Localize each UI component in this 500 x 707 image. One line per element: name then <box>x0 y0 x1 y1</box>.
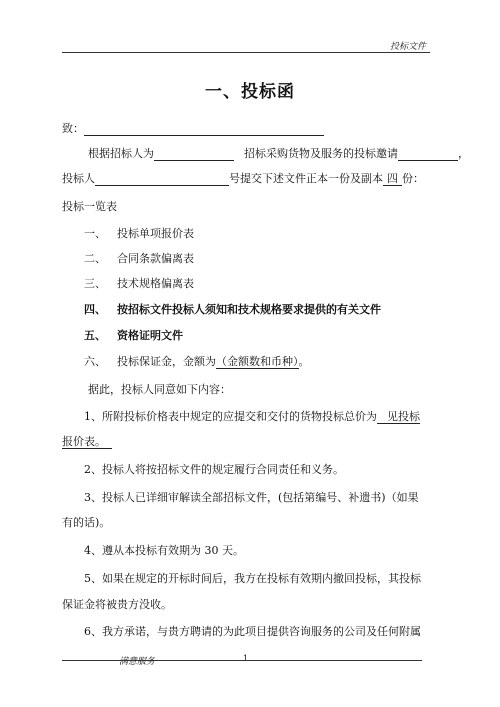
footer-text: 满意服务 <box>119 657 156 667</box>
bidder-blank <box>95 173 229 186</box>
list-item-5: 五、 资格证明文件 <box>84 329 183 342</box>
to-label: 致： <box>62 122 84 135</box>
list-item-6: 六、 投标保证金，金额为（金额数和币种）。 <box>84 355 310 368</box>
document-title: 一、投标函 <box>205 82 295 102</box>
list-item-2: 二、 合同条款偏离表 <box>84 252 194 265</box>
header-text: 投标文件 <box>389 42 426 52</box>
clause-3-cont: 有的话)。 <box>62 516 111 529</box>
list-item-3: 三、 技术规格偏离表 <box>84 277 194 290</box>
page-number: 1 <box>243 654 249 663</box>
clause-5-cont: 保证金将被贵方没收。 <box>62 598 172 611</box>
addressee-blank <box>84 123 324 136</box>
project-blank <box>154 148 234 161</box>
clause-1: 1、所附投标价格表中规定的应提交和交付的货物投标总价为 见投标 <box>84 410 420 423</box>
clause-5: 5、如果在规定的开标时间后，我方在投标有效期内撤回投标，其投标 <box>84 572 421 585</box>
intro-line-2: 投标人 号提交下述文件正本一份及副本 四 份： <box>62 172 424 185</box>
header-rule <box>62 52 430 53</box>
addressee-line <box>62 122 324 136</box>
list-item-4: 四、 按招标文件投标人须知和技术规格要求提供的有关文件 <box>84 303 381 316</box>
intro-line-1: 根据招标人为 招标采购货物及服务的投标邀请 ， <box>88 147 469 160</box>
clause-4: 4、遵从本投标有效期为 30 天。 <box>84 544 244 557</box>
list-item-1: 一、 投标单项报价表 <box>84 227 194 240</box>
clause-6: 6、我方承诺，与贵方聘请的为此项目提供咨询服务的公司及任何附属 <box>84 625 421 638</box>
clause-2: 2、投标人将按招标文件的规定履行合同责任和义务。 <box>84 463 344 476</box>
agree-line: 据此，投标人同意如下内容： <box>88 383 231 396</box>
footer-rule <box>62 660 422 661</box>
invitation-blank <box>398 148 458 161</box>
clause-3: 3、投标人已详细审解读全部招标文件，(包括第编号、补遗书)（如果 <box>84 491 419 504</box>
list-title: 投标一览表 <box>62 200 117 213</box>
clause-1-cont: 报价表。 <box>62 435 112 449</box>
